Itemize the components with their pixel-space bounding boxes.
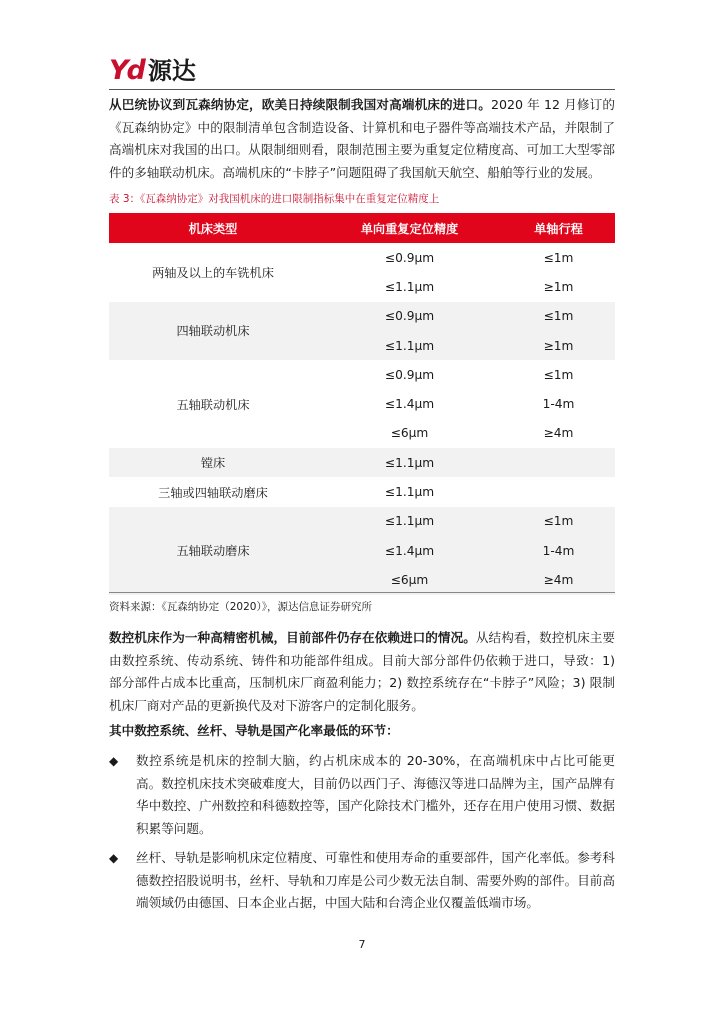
bullet-item-screw-guide bbox=[109, 847, 615, 915]
table-row bbox=[109, 302, 615, 331]
table-header-row bbox=[109, 213, 615, 243]
stroke-cell: ≤1m bbox=[502, 507, 615, 536]
stroke-cell bbox=[502, 477, 615, 506]
table-row bbox=[109, 360, 615, 389]
bullet-item-cnc-system bbox=[109, 750, 615, 840]
page-number: 7 bbox=[358, 938, 366, 951]
logo-text: 源达 bbox=[147, 57, 196, 85]
table-title: 表 3：《瓦森纳协定》对我国机床的进口限制指标集中在重复定位精度上 bbox=[109, 193, 440, 205]
precision-cell: ≤1.4μm bbox=[384, 397, 435, 412]
stroke-cell: ≥4m bbox=[543, 426, 574, 441]
stroke-cell: 1-4m bbox=[542, 397, 575, 412]
table-row bbox=[109, 243, 615, 272]
precision-cell: ≤1.4μm bbox=[317, 536, 502, 565]
stroke-cell: ≥1m bbox=[543, 279, 574, 294]
intro-text: 2020 年 12 月修订的《瓦森纳协定》中的限制清单包含制造设备、计算机和电子器件等高端技术产品，并限制了高端机床对我国的出口。从限制细则看，限制范围主要为重复定位精度高、可加工大型零部件的多轴联动机床。高端机床的“卡脖子”问题阻碍了我国航天航空、船舶等行业的发展。 bbox=[109, 97, 615, 180]
bullet-text: 数控系统是机床的控制大脑，约占机床成本的 20-30%，在高端机床中占比可能更高。数控机床技术突破难度大，目前仍以西门子、海德汉等进口品牌为主，国产品牌有华中数控、广州数控和科德数控等，国产化除技术门槛外，还存在用户使用习惯、数据积累等问题。 bbox=[136, 753, 615, 836]
structure-paragraph bbox=[109, 627, 615, 717]
header-divider bbox=[109, 89, 615, 90]
table-row bbox=[109, 477, 615, 506]
table-row bbox=[109, 507, 615, 536]
table-bottom-rule bbox=[109, 592, 615, 593]
logo-mark: Yd bbox=[109, 55, 144, 86]
header-precision: 单向重复定位精度 bbox=[317, 213, 502, 243]
machine-type-cell: 两轴及以上的车铣机床 bbox=[152, 265, 274, 280]
machine-type-cell: 三轴或四轴联动磨床 bbox=[158, 485, 268, 500]
machine-type-cell: 四轴联动机床 bbox=[109, 302, 317, 361]
precision-cell: ≤6μm bbox=[317, 565, 502, 594]
machine-type-cell: 五轴联动磨床 bbox=[109, 507, 317, 595]
precision-cell: ≤1.1μm bbox=[384, 485, 435, 500]
stroke-cell: ≤1m bbox=[543, 367, 574, 382]
diamond-bullet-icon: ◆ bbox=[109, 754, 119, 768]
logo bbox=[109, 56, 196, 86]
header-stroke: 单轴行程 bbox=[502, 213, 615, 243]
precision-cell: ≤0.9μm bbox=[384, 250, 435, 265]
precision-cell: ≤0.9μm bbox=[384, 367, 435, 382]
precision-cell: ≤1.1μm bbox=[317, 507, 502, 536]
machine-type-cell: 镗床 bbox=[109, 448, 317, 477]
structure-text: 从结构看，数控机床主要由数控系统、传动系统、铸件和功能部件组成。目前大部分部件仍依赖于进口，导致：1) 部分部件占成本比重高，压制机床厂商盈利能力；2) 数控系统存在“卡脖子”风险；3) 限制机床厂商对产品的更新换代及对下游客户的定制化服务。 bbox=[109, 630, 616, 713]
precision-cell: ≤6μm bbox=[390, 426, 429, 441]
stroke-cell: ≥4m bbox=[502, 565, 615, 594]
header-machine-type: 机床类型 bbox=[109, 213, 317, 243]
diamond-bullet-icon: ◆ bbox=[109, 851, 119, 865]
precision-cell: ≤1.1μm bbox=[317, 448, 502, 477]
machine-type-cell: 五轴联动机床 bbox=[176, 397, 250, 412]
stroke-cell: ≤1m bbox=[502, 302, 615, 331]
precision-cell: ≤1.1μm bbox=[317, 331, 502, 360]
stroke-cell: ≥1m bbox=[502, 331, 615, 360]
lowest-localization-heading bbox=[109, 720, 615, 743]
table-row bbox=[109, 448, 615, 477]
intro-bold: 从巴统协议到瓦森纳协定，欧美日持续限制我国对高端机床的进口。 bbox=[109, 97, 491, 112]
stroke-cell bbox=[502, 448, 615, 477]
restriction-table bbox=[109, 213, 615, 595]
structure-bold: 数控机床作为一种高精密机械，目前部件仍存在依赖进口的情况。 bbox=[109, 630, 476, 645]
table-source: 资料来源：《瓦森纳协定（2020）》，源达信息证券研究所 bbox=[109, 601, 372, 613]
precision-cell: ≤0.9μm bbox=[317, 302, 502, 331]
stroke-cell: ≤1m bbox=[543, 250, 574, 265]
bullet-text: 丝杆、导轨是影响机床定位精度、可靠性和使用寿命的重要部件，国产化率低。参考科德数控招股说明书，丝杆、导轨和刀库是公司少数无法自制、需要外购的部件。目前高端领域仍由德国、日本企业占据，中国大陆和台湾企业仅覆盖低端市场。 bbox=[136, 850, 615, 910]
lowest-localization-bold: 其中数控系统、丝杆、导轨是国产化率最低的环节： bbox=[109, 723, 399, 738]
intro-paragraph bbox=[109, 94, 615, 184]
precision-cell: ≤1.1μm bbox=[384, 279, 435, 294]
stroke-cell: 1-4m bbox=[502, 536, 615, 565]
